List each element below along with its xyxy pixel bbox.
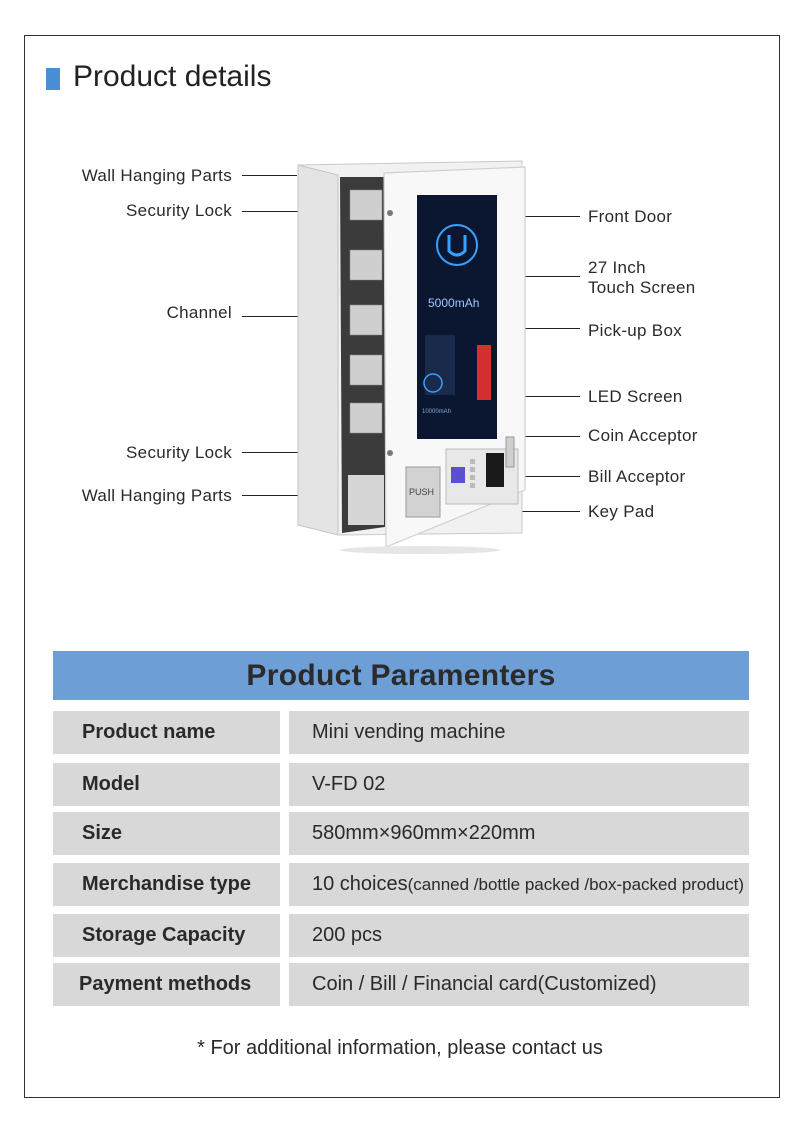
param-row-storage-capacity	[53, 914, 749, 957]
callout-front-door: Front Door	[588, 207, 673, 226]
leader-wall-hanging-top	[242, 175, 297, 176]
param-key: Product name	[53, 711, 280, 754]
param-key: Size	[53, 812, 280, 855]
param-row-model	[53, 763, 749, 806]
screen-capacity-text: 5000mAh	[428, 296, 480, 310]
param-row-size	[53, 812, 749, 855]
param-value: Mini vending machine	[289, 711, 749, 754]
param-row-product-name	[53, 711, 749, 754]
callout-key-pad: Key Pad	[588, 502, 655, 521]
param-key: Merchandise type	[53, 863, 280, 906]
param-key: Storage Capacity	[53, 914, 280, 957]
param-value-extra: (canned /bottle packed /box-packed product)	[407, 874, 745, 894]
param-row-payment-methods	[53, 963, 749, 1006]
param-key: Payment methods	[53, 963, 280, 1006]
param-value: 10 choices	[312, 873, 408, 895]
callout-touch-screen-line2: Touch Screen	[588, 278, 696, 297]
callout-led-screen: LED Screen	[588, 387, 683, 406]
footnote: * For additional information, please contact us	[197, 1037, 603, 1059]
param-key: Model	[53, 763, 280, 806]
callout-channel: Channel	[166, 303, 232, 322]
param-value-wrap	[289, 863, 749, 906]
callout-security-lock-bottom: Security Lock	[126, 443, 232, 462]
param-value: 580mm×960mm×220mm	[289, 812, 749, 855]
params-header-title: Product Paramenters	[246, 658, 556, 692]
section-title: Product details	[73, 60, 272, 93]
vending-machine-illustration	[290, 155, 530, 555]
callout-coin-acceptor: Coin Acceptor	[588, 426, 698, 445]
param-value: 200 pcs	[289, 914, 749, 957]
callout-bill-acceptor: Bill Acceptor	[588, 467, 686, 486]
callout-pickup-box: Pick-up Box	[588, 321, 683, 340]
callout-wall-hanging-bottom: Wall Hanging Parts	[81, 486, 232, 505]
small-capacity-text: 10000mAh	[422, 409, 452, 415]
push-label: PUSH	[409, 487, 435, 497]
param-value: Coin / Bill / Financial card(Customized)	[289, 963, 749, 1006]
param-row-merchandise-type	[53, 863, 749, 906]
callout-wall-hanging-top: Wall Hanging Parts	[81, 166, 232, 185]
params-header	[53, 651, 749, 700]
callout-security-lock-top: Security Lock	[126, 201, 232, 220]
title-accent-bar	[46, 68, 60, 90]
param-value: V-FD 02	[289, 763, 749, 806]
callout-touch-screen-line1: 27 Inch	[588, 258, 646, 277]
